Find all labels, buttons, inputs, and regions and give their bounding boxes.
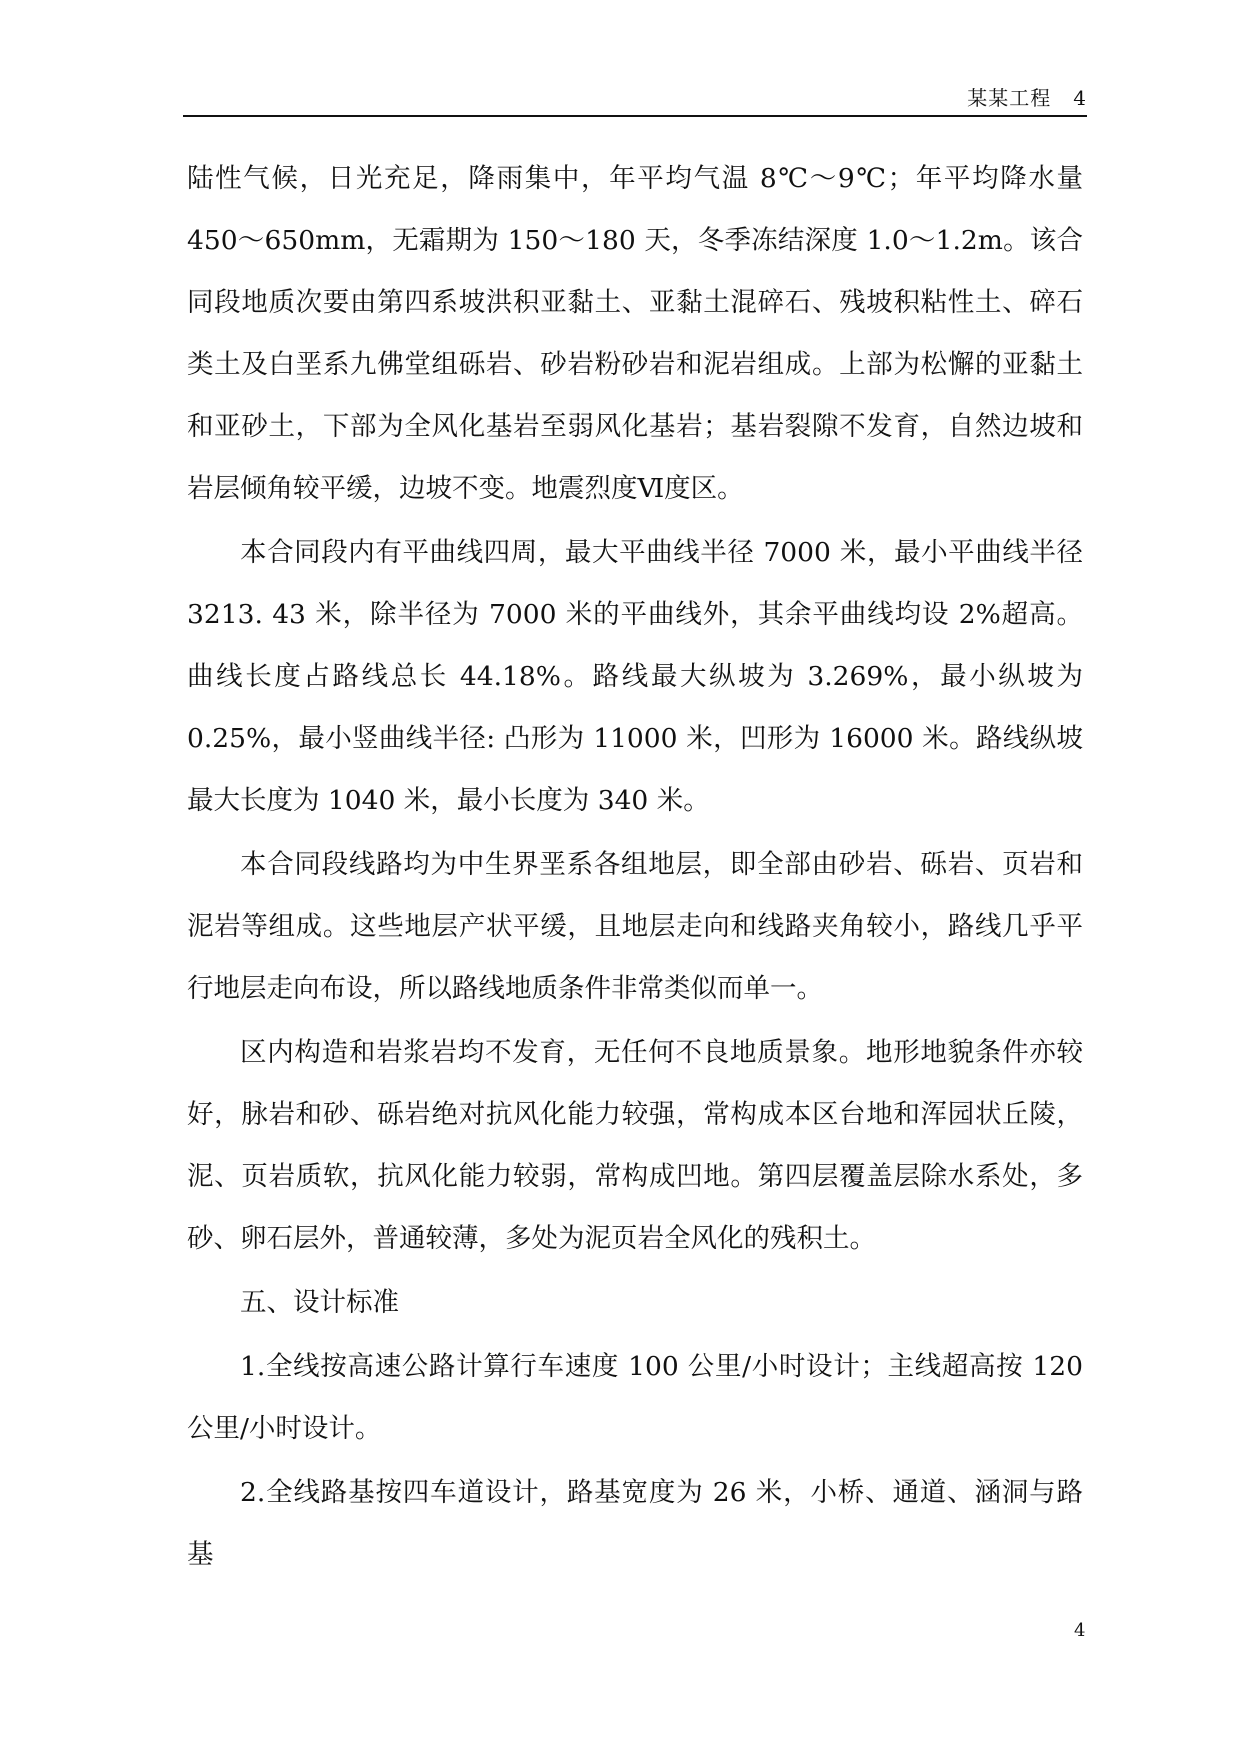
paragraph-standard-2: 2.全线路基按四车道设计，路基宽度为 26 米，小桥、通道、涵洞与路基 — [187, 1477, 1083, 1570]
document-body — [187, 148, 1083, 1588]
header-page-number: 4 — [1073, 86, 1087, 110]
paragraph-strata: 本合同段线路均为中生界垩系各组地层，即全部由砂岩、砾岩、页岩和泥岩等组成。这些地层产状平缓，且地层走向和线路夹角较小，路线几乎平行地层走向布设，所以路线地质条件非常类似而单一。 — [187, 849, 1083, 1004]
paragraph-climate-geology: 陆性气候，日光充足，降雨集中，年平均气温 8℃～9℃；年平均降水量 450～650mm，无霜期为 150～180 天，冬季冻结深度 1.0～1.2m。该合同段地质次要由第四系坡洪积亚黏土、亚黏土混碎石、残坡积粘性土、碎石类土及白垩系九佛堂组砾岩、砂岩粉砂岩和泥岩组成。上部为松懈的亚黏土和亚砂土，下部为全风化基岩至弱风化基岩；基岩裂隙不发育，自然边坡和岩层倾角较平缓，边坡不变。地震烈度Ⅵ度区。 — [187, 163, 1083, 504]
paragraph-curves: 本合同段内有平曲线四周，最大平曲线半径 7000 米，最小平曲线半径 3213. 43 米，除半径为 7000 米的平曲线外，其余平曲线均设 2%超高。曲线长度占路线总长 44.18%。路线最大纵坡为 3.269%，最小纵坡为 0.25%，最小竖曲线半径: 凸形为 11000 米，凹形为 16000 米。路线纵坡最大长度为 1040 米，最小长度为 340 米。 — [187, 537, 1083, 816]
footer-page-number: 4 — [1074, 1620, 1086, 1641]
page-header — [183, 84, 1087, 116]
paragraph-standard-1: 1.全线按高速公路计算行车速度 100 公里/小时设计；主线超高按 120 公里/小时设计。 — [187, 1351, 1083, 1444]
paragraph-structure: 区内构造和岩浆岩均不发育，无任何不良地质景象。地形地貌条件亦较好，脉岩和砂、砾岩绝对抗风化能力较强，常构成本区台地和浑园状丘陵，泥、页岩质软，抗风化能力较弱，常构成凹地。第四层覆盖层除水系处，多砂、卵石层外，普通较薄，多处为泥页岩全风化的残积土。 — [187, 1037, 1083, 1254]
header-text — [967, 86, 1087, 110]
header-rule — [183, 115, 1087, 117]
section-heading-design-standards: 五、设计标准 — [240, 1287, 399, 1318]
header-title: 某某工程 — [967, 86, 1052, 110]
